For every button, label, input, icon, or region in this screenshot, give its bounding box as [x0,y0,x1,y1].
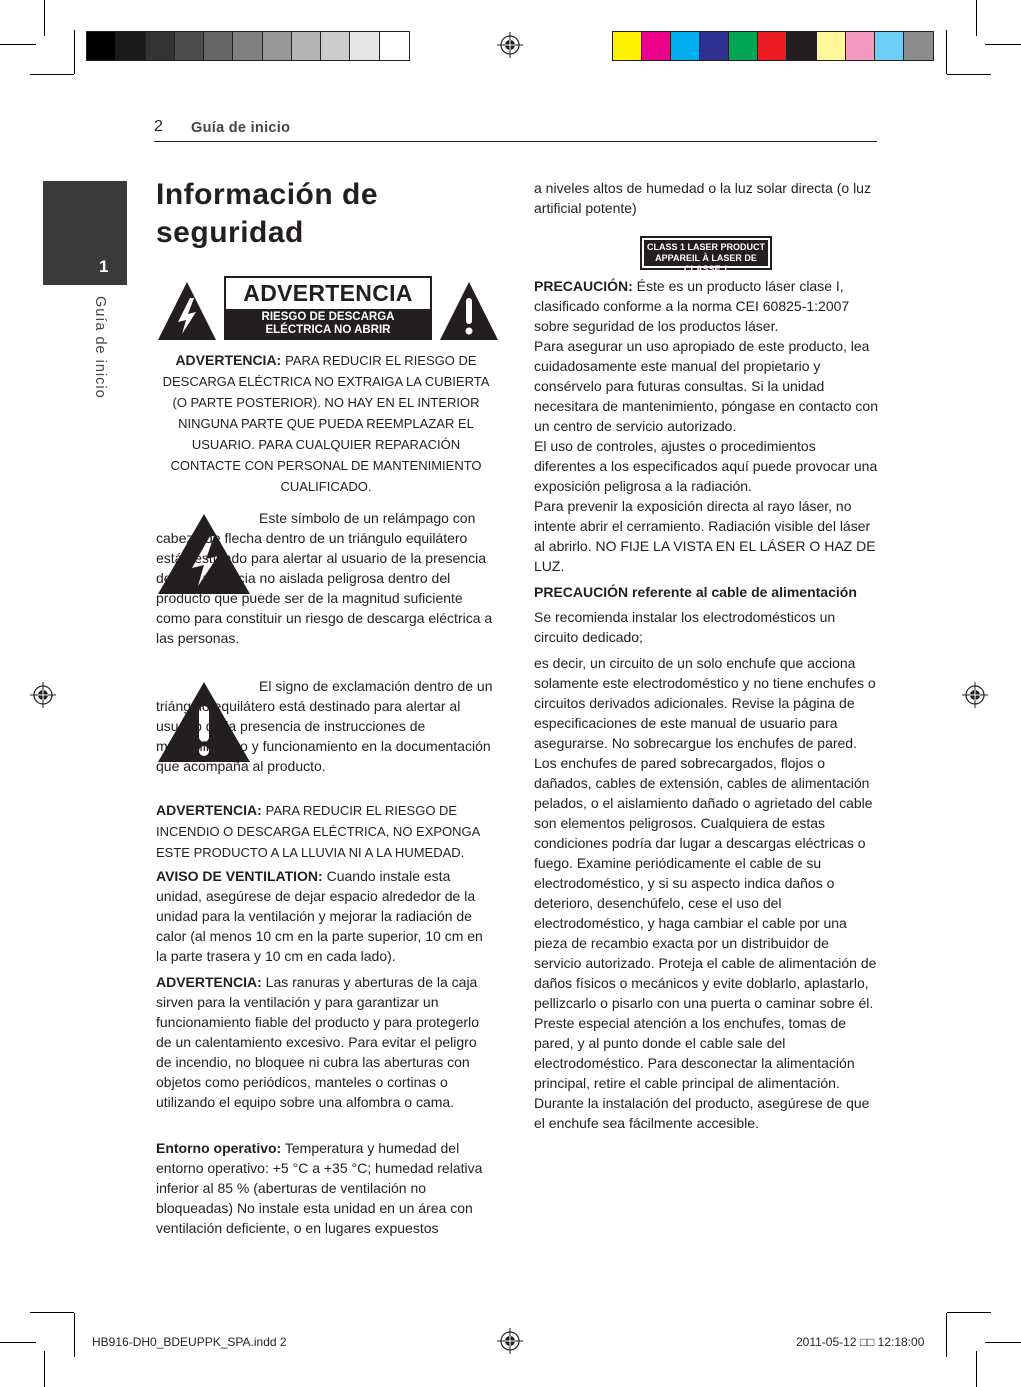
color-swatch [613,32,642,60]
warning-text: PARA REDUCIR EL RIESGO DE INCENDIO O DESCARGA ELÉCTRICA, NO EXPONGA ESTE PRODUCTO A LA LLUVIA NI A LA HUMEDAD. [156,803,480,860]
running-head: Guía de inicio [191,120,291,136]
color-swatch [175,32,204,60]
header-rule [154,141,877,142]
color-swatch [321,32,350,60]
warning-paragraph-2 [156,800,496,863]
gray-calibration-bar [86,31,410,61]
environment-text: Temperatura y humedad del entorno operativo: +5 °C a +35 °C; humedad relativa inferior al 85 % (aberturas de ventilación no bloqueadas) No instale esta unidad en un área con ventilación deficiente, o en lugares expuestos [156,1140,483,1236]
crop-mark [44,1351,45,1387]
exclamation-warning-icon [438,280,500,342]
environment-label: Entorno operativo: [156,1140,282,1156]
laser-product-label [640,236,772,274]
color-swatch [263,32,292,60]
caution-paragraph-1 [534,276,880,336]
color-swatch [700,32,729,60]
registration-mark-icon [962,682,988,708]
crop-mark [976,0,977,36]
caution-label: PRECAUCIÓN: [534,278,633,294]
chapter-tab [43,181,127,285]
crop-mark [74,30,75,74]
crop-mark [976,1351,977,1387]
crop-mark [30,1312,74,1313]
laser-label-line2: APPAREIL À LASER DE CLASSE 1 [655,253,757,274]
color-swatch [671,32,700,60]
ventilation-label: AVISO DE VENTILATION: [156,868,323,884]
color-swatch [904,32,933,60]
warning-banner-subtitle [226,309,430,338]
caution-section [534,276,880,576]
warning-banner-title: ADVERTENCIA [226,278,430,309]
color-swatch [787,32,816,60]
color-swatch [846,32,875,60]
warning-text: PARA REDUCIR EL RIESGO DE DESCARGA ELÉCTRICA NO EXTRAIGA LA CUBIERTA (O PARTE POSTERIOR). NO HAY EN EL INTERIOR NINGUNA PARTE QUE PUEDA REEMPLAZAR EL USUARIO. PARA CUALQUIER REPARACIÓN CONTACTE CON PERSONAL DE MANTENIMIENTO CUALIFICADO. [162,353,490,494]
chapter-number: 1 [99,257,109,276]
crop-mark [946,30,947,74]
color-swatch [233,32,262,60]
crop-mark [30,74,74,75]
exclamation-explanation [156,676,496,776]
crop-mark [985,44,1021,45]
warning-label: ADVERTENCIA: [175,352,282,368]
color-swatch [758,32,787,60]
warning-banner-line2: ELÉCTRICA NO ABRIR [265,324,391,336]
color-swatch [292,32,321,60]
laser-label-inner [644,240,768,274]
footer-timestamp: 2011-05-12 □□ 12:18:00 [796,1335,925,1349]
color-calibration-bar [612,31,934,61]
lightning-explanation [156,508,496,648]
power-paragraph-1: Se recomienda instalar los electrodomésticos un circuito dedicado; [534,609,836,645]
color-swatch [146,32,175,60]
warning-banner-line1: RIESGO DE DESCARGA [261,311,395,323]
chapter-label: Guía de inicio [92,296,108,399]
page-number: 2 [154,118,163,135]
laser-label-line1: CLASS 1 LASER PRODUCT [646,242,765,252]
lightning-text: Este símbolo de un relámpago con cabeza de flecha dentro de un triángulo equilátero está destinado para alertar al usuario de la presencia de una potencia no aislada peligrosa dentro del producto que puede ser de la magnitud suficiente como para constituir un riesgo de descarga eléctrica a las personas. [156,510,493,646]
crop-mark [946,1313,947,1357]
caution-paragraph-4: Para prevenir la exposición directa al rayo láser, no intente abrir el cerramiento. Radiación visible del láser al abrirlo. NO FIJE LA VISTA EN EL LÁSER O HAZ DE LUZ. [534,498,876,574]
lightning-warning-icon [156,280,218,342]
crop-mark [74,1313,75,1357]
color-swatch [116,32,145,60]
crop-mark [0,1342,36,1343]
exclamation-text: El signo de exclamación dentro de un triángulo equilátero está destinado para alertar al usuario de la presencia de instrucciones de mantenimiento y funcionamiento en la documentación que acompaña al producto. [156,678,493,774]
color-swatch [87,32,116,60]
color-swatch [875,32,904,60]
ventilation-text: Cuando instale esta unidad, asegúrese de dejar espacio alrededor de la unidad para la ventilación y mejorar la radiación de calor (al menos 10 cm en la parte superior, 10 cm en la parte trasera y 10 cm en cada lado). [156,868,483,964]
registration-mark-icon [497,32,523,58]
crop-mark [947,1312,991,1313]
color-swatch [729,32,758,60]
color-swatch [380,32,409,60]
ventilation-paragraph [156,866,496,966]
crop-mark [44,0,45,36]
continuation-paragraph: a niveles altos de humedad o la luz solar directa (o luz artificial potente) [534,180,871,216]
color-swatch [642,32,671,60]
power-cord-heading: PRECAUCIÓN referente al cable de alimentación [534,584,857,600]
power-paragraph-2: es decir, un circuito de un solo enchufe que acciona solamente este electrodoméstico y no tiene enchufes o circuitos derivados adicionales. Revise la página de especificaciones de este manual de usuario para asegurarse. No sobrecargue los enchufes de pared. Los enchufes de pared sobrecargados, flojos o dañados, cables de extensión, cables de alimentación pelados, o el aislamiento dañado o agrietado del cable son elementos peligrosos. Cualquiera de estas condiciones podría dar lugar a descargas eléctricas o fuego. Examine periódicamente el cable de su electrodoméstico, y si su aspecto indica daños o deterioro, desenchúfelo, cese el uso del electrodoméstico, y haga cambiar el cable por una pieza de recambio exacta por un distribuidor de servicio autorizado. Proteja el cable de alimentación de daños físicos o mecánicos y evite doblarlo, aplastarlo, pellizcarlo o pisarlo con una puerta o caminar sobre él. Preste especial atención a los enchufes, tomas de pared, y al punto donde el cable sale del electrodoméstico. Para desconectar la alimentación principal, retire el cable principal de alimentación. Durante la instalación del producto, asegúrese de que el enchufe sea fácilmente accesible. [534,655,877,1131]
footer-filename: HB916-DH0_BDEUPPK_SPA.indd 2 [92,1335,287,1349]
page-title: Información de seguridad [156,178,379,249]
warning-paragraph-3 [156,972,496,1112]
crop-mark [0,44,36,45]
registration-mark-icon [497,1328,523,1354]
caution-paragraph-3: El uso de controles, ajustes o procedimientos diferentes a los especificados aquí puede provocar una exposición peligrosa a la radiación. [534,438,878,494]
color-swatch [817,32,846,60]
warning-label: ADVERTENCIA: [156,802,262,818]
caution-text: Éste es un producto láser clase I, clasificado conforme a la norma CEI 60825-1:2007 sobre seguridad de los productos láser. [534,278,850,334]
registration-mark-icon [30,682,56,708]
caution-paragraph-2: Para asegurar un uso apropiado de este producto, lea cuidadosamente este manual del propietario y consérvelo para futuras consultas. Si la unidad necesitara de mantenimiento, póngase en contacto con un centro de servicio autorizado. [534,338,879,434]
crop-mark [985,1342,1021,1343]
warning-banner [224,276,432,340]
crop-mark [947,74,991,75]
warning-label: ADVERTENCIA: [156,974,262,990]
warning-text: Las ranuras y aberturas de la caja sirven para la ventilación y para garantizar un funcionamiento fiable del producto y para protegerlo de un calentamiento excesivo. Para evitar el peligro de incendio, no bloquee ni cubra las aberturas con objetos como periódicos, manteles o cortinas o utilizando el equipo sobre una alfombra o cama. [156,974,479,1110]
environment-paragraph [156,1138,496,1238]
color-swatch [350,32,379,60]
warning-paragraph-1 [156,350,496,497]
color-swatch [204,32,233,60]
